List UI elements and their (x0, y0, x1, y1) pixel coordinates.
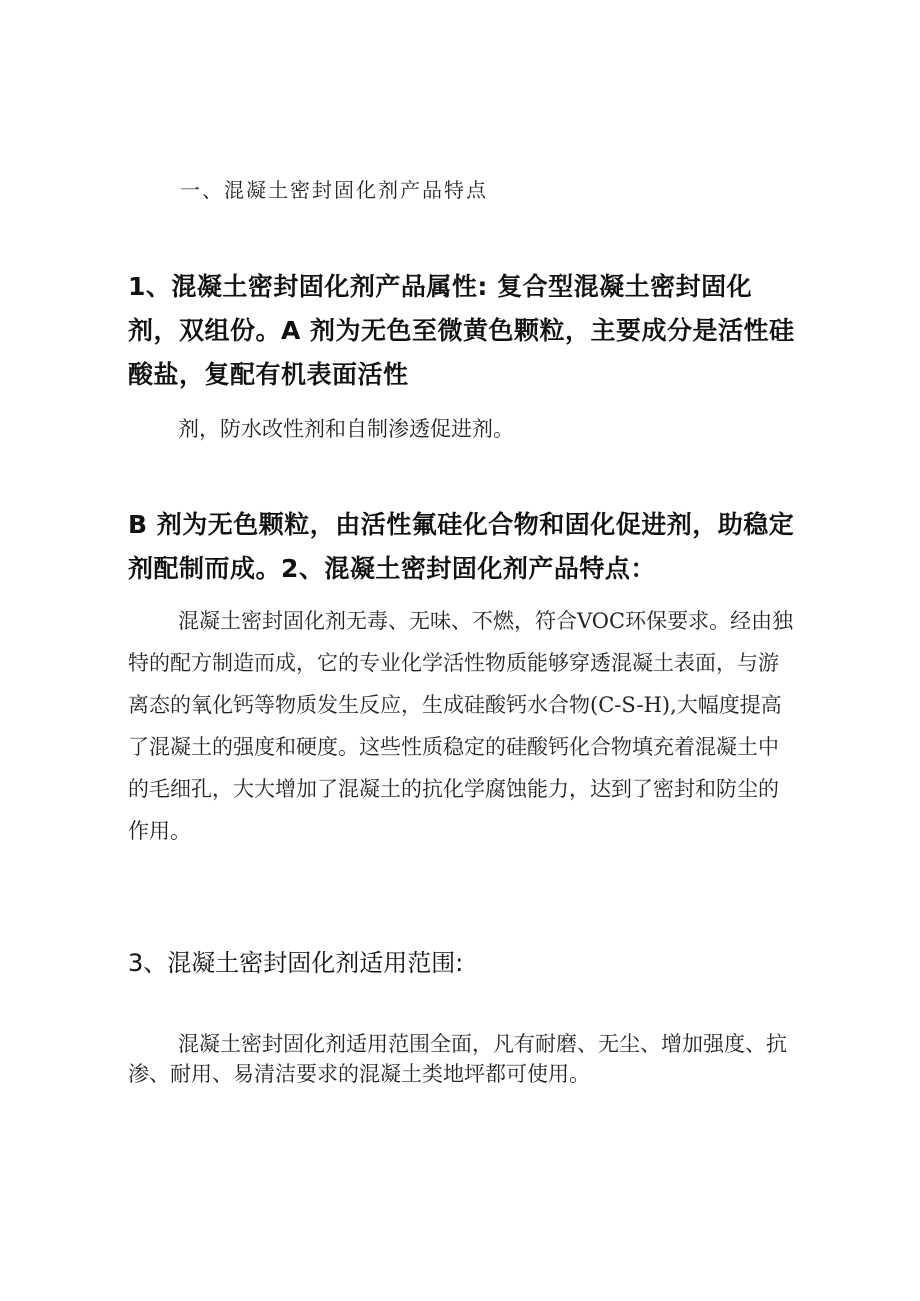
paragraph-agent-b-and-features-heading: B 剂为无色颗粒，由活性氟硅化合物和固化促进剂，助稳定剂配制而成。2、混凝土密封固化剂产品特点： (128, 510, 795, 583)
paragraph-product-attributes-continued: 剂，防水改性剂和自制渗透促进剂。 (178, 417, 514, 441)
section-heading-application-scope: 3、混凝土密封固化剂适用范围: (128, 949, 464, 977)
paragraph-application-scope-body: 混凝土密封固化剂适用范围全面，凡有耐磨、无尘、增加强度、抗渗、耐用、易清洁要求的混凝土类地坪都可使用。 (128, 1032, 787, 1086)
section-heading-product-features: 一、混凝土密封固化剂产品特点 (180, 178, 488, 202)
paragraph-product-attributes: 1、混凝土密封固化剂产品属性: 复合型混凝土密封固化剂，双组份。A 剂为无色至微黄色颗粒，主要成分是活性硅酸盐，复配有机表面活性 (128, 272, 795, 389)
paragraph-product-features-body: 混凝土密封固化剂无毒、无味、不燃，符合VOC环保要求。经由独特的配方制造而成，它的专业化学活性物质能够穿透混凝土表面，与游离态的氧化钙等物质发生反应，生成硅酸钙水合物(C-S-H),大幅度提高了混凝土的强度和硬度。这些性质稳定的硅酸钙化合物填充着混凝土中的毛细孔，大大增加了混凝土的抗化学腐蚀能力，达到了密封和防尘的作用。 (128, 609, 794, 843)
